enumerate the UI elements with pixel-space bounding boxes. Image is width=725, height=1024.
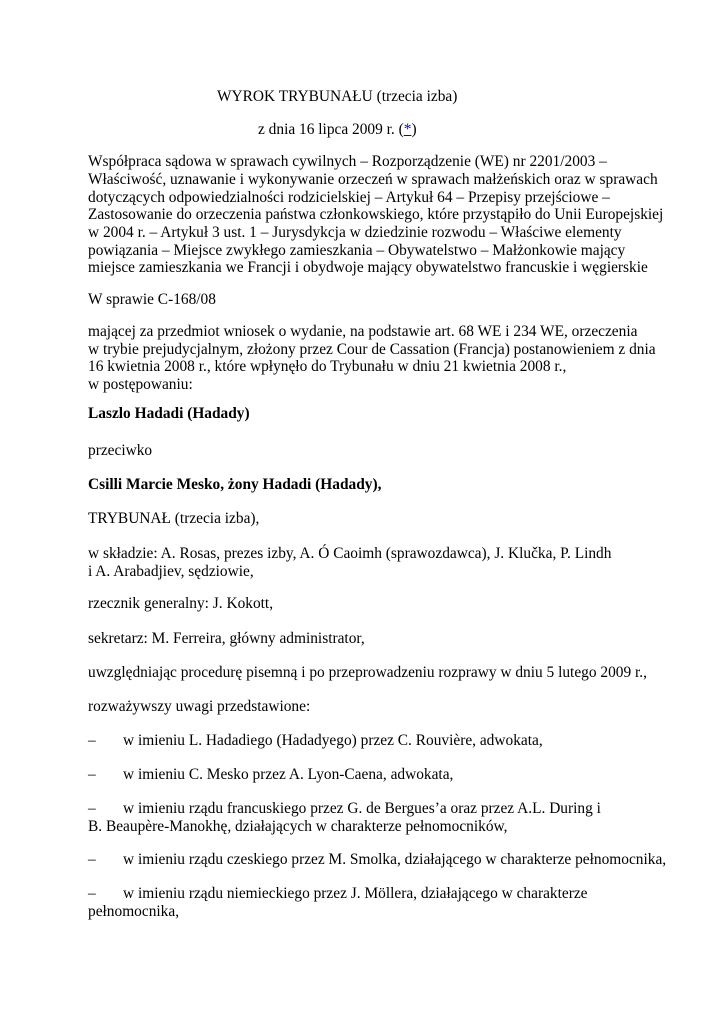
observations-intro: rozważywszy uwagi przedstawione: [88,698,311,715]
summary-line: dotyczących odpowiedzialności rodzicielskiej – Artykuł 64 – Przepisy przejściowe – [88,189,610,206]
advocate-general: rzecznik generalny: J. Kokott, [88,595,274,612]
applicant-name: Laszlo Hadadi (Hadady) [88,405,250,422]
judgment-date-suffix: ) [411,121,417,138]
summary-line: powiązania – Miejsce zwykłego zamieszkania – Obywatelstwo – Małżonkowie mający [88,242,626,259]
judgment-date-text: z dnia 16 lipca 2009 r. ( [258,121,404,138]
list-dash: – [88,800,96,817]
request-line: 16 kwietnia 2008 r., które wpłynęło do Trybunału w dniu 21 kwietnia 2008 r., [88,358,567,375]
judgment-date [258,121,417,139]
list-item-continuation: B. Beaupère-Manokhę, działających w charakterze pełnomocników, [88,818,508,835]
request-line: mającej za przedmiot wniosek o wydanie, na podstawie art. 68 WE i 234 WE, orzeczenia [88,323,638,340]
footnote-link[interactable]: * [403,121,412,138]
summary-line: w 2004 r. – Artykuł 3 ust. 1 – Jurysdykcja w dziedzinie rozwodu – Właściwe elementy [88,224,622,241]
list-item-text: w imieniu L. Hadadiego (Hadadyego) przez C. Rouvière, adwokata, [123,732,543,749]
list-dash: – [88,732,96,749]
registrar: sekretarz: M. Ferreira, główny administrator, [88,630,365,647]
list-item-text: w imieniu rządu czeskiego przez M. Smolka, działającego w charakterze pełnomocnika, [123,851,667,868]
composition-line: w składzie: A. Rosas, prezes izby, A. Ó Caoimh (sprawozdawca), J. Klučka, P. Lindh [88,545,612,562]
summary-line: Zastosowanie do orzeczenia państwa członkowskiego, które przystąpiło do Unii Europejskiej [88,206,664,223]
list-item-continuation: pełnomocnika, [88,903,180,920]
list-item-text: w imieniu rządu francuskiego przez G. de Bergues’a oraz przez A.L. During i [123,800,601,817]
list-dash: – [88,851,96,868]
summary-line: Współpraca sądowa w sprawach cywilnych – Rozporządzenie (WE) nr 2201/2003 – [88,153,607,170]
request-line: w postępowaniu: [88,376,193,393]
summary-line: miejsce zamieszkania we Francji i obydwoje mający obywatelstwo francuskie i węgierskie [88,259,648,276]
defendant-name: Csilli Marcie Mesko, żony Hadadi (Hadady), [88,476,382,493]
list-dash: – [88,766,96,783]
procedure-text: uwzględniając procedurę pisemną i po przeprowadzeniu rozprawy w dniu 5 lutego 2009 r., [88,664,648,681]
judgment-title: WYROK TRYBUNAŁU (trzecia izba) [217,88,458,105]
list-item-text: w imieniu C. Mesko przez A. Lyon-Caena, adwokata, [123,766,454,783]
composition-line: i A. Arabadjiev, sędziowie, [88,563,254,580]
summary-line: Właściwość, uznawanie i wykonywanie orzeczeń w sprawach małżeńskich oraz w sprawach [88,171,658,188]
court-name: TRYBUNAŁ (trzecia izba), [88,510,260,527]
list-dash: – [88,885,96,902]
request-line: w trybie prejudycjalnym, złożony przez Cour de Cassation (Francja) postanowieniem z dnia [88,341,656,358]
versus-label: przeciwko [88,442,153,459]
case-number: W sprawie C-168/08 [88,291,216,308]
list-item-text: w imieniu rządu niemieckiego przez J. Möllera, działającego w charakterze [123,885,588,902]
